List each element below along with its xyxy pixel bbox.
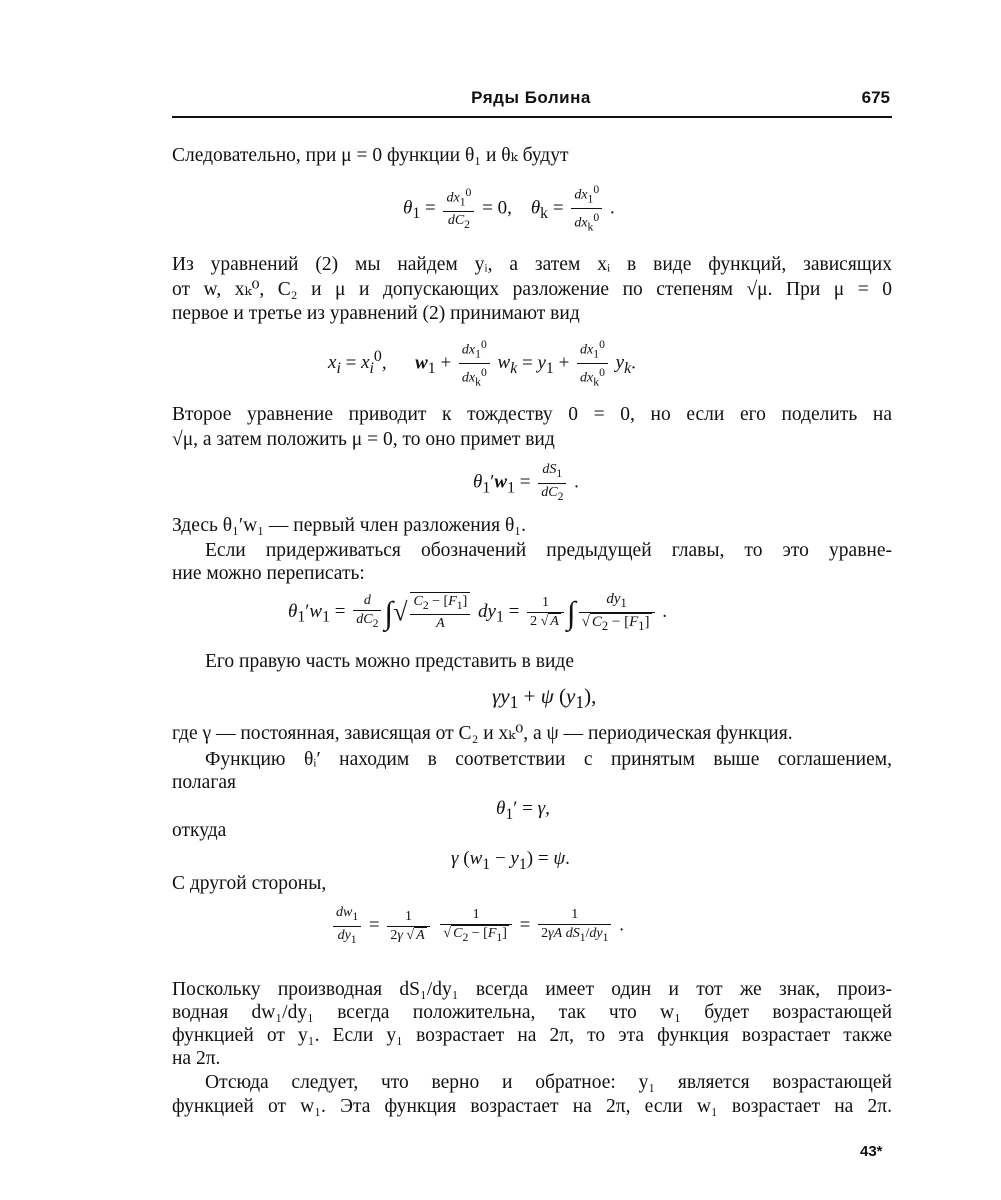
- text-line-1: Следовательно, при μ = 0 функции θ₁ и θₖ будут: [172, 145, 569, 166]
- text-line-20: Отсюда следует, что верно и обратное: y₁ является возрастающей: [205, 1072, 892, 1093]
- text-line-7: Здесь θ₁′w₁ — первый член разложения θ₁.: [172, 515, 526, 536]
- text-line-15: С другой стороны,: [172, 873, 327, 894]
- equation-6: $\theta_1' = \gamma$,: [496, 798, 550, 823]
- text-line-2: Из уравнений (2) мы найдем yᵢ, а затем xᵢ в виде функций, зависящих: [172, 254, 892, 275]
- text-line-19: на 2π.: [172, 1048, 221, 1069]
- text-line-13: полагая: [172, 772, 236, 793]
- signature-mark: 43*: [860, 1143, 883, 1160]
- text-line-10: Его правую часть можно представить в виде: [205, 651, 574, 672]
- text-line-9: ние можно переписать:: [172, 563, 365, 584]
- text-line-11: где γ — постоянная, зависящая от C₂ и xₖ⁰, а ψ — периодическая функция.: [172, 723, 793, 744]
- text-line-12: Функцию θᵢ′ находим в соответствии с принятым выше соглашением,: [205, 749, 892, 770]
- text-line-5: Второе уравнение приводит к тождеству 0 = 0, но если его поделить на: [172, 404, 892, 425]
- text-line-21: функцией от w₁. Эта функция возрастает на 2π, если w₁ возрастает на 2π.: [172, 1096, 892, 1117]
- text-line-3: от w, xₖ⁰, C₂ и μ и допускающих разложение по степеням √μ. При μ = 0: [172, 279, 892, 300]
- equation-7: γ $(w_1 - y_1) = \psi$.: [451, 848, 570, 873]
- equation-8: $\frac{dw_1}{dy_1}$ = $\frac{1}{2\gamma √ A}$ $\frac{1}{√ C_2 - [F_1]}$ = $\frac{1}{2\gamma A dS_1/dy_1}$ .: [330, 904, 624, 949]
- equation-5: $\gamma y_1 + \psi$ $(y_1)$,: [492, 684, 597, 713]
- text-line-17: водная dw₁/dy₁ всегда положительна, так что w₁ будет возрастающей: [172, 1002, 892, 1023]
- equation-2: $x_i = x_i^0$, $w_1$ + $dx_1^0$ $dx_k^0$ $w_k = y_1$ + $dx_1^0$ $dx_k^0$ $y_k$.: [328, 338, 636, 389]
- text-line-18: функцией от y₁. Если y₁ возрастает на 2π, то эта функция возрастает также: [172, 1025, 892, 1046]
- text-line-6: √μ, а затем положить μ = 0, то оно примет вид: [172, 429, 555, 450]
- header-rule: [172, 116, 892, 118]
- page-number: 675: [861, 88, 890, 107]
- running-header: [172, 88, 890, 114]
- text-line-4: первое и третье из уравнений (2) принимают вид: [172, 303, 580, 324]
- header-title: Ряды Болина: [471, 88, 591, 107]
- text-line-8: Если придерживаться обозначений предыдущей главы, то это уравне-: [205, 540, 892, 561]
- equation-1: $\theta_1$ = $\frac{dx_1^0}{dC_2}$ = 0, $\theta_k$ = $dx_1^0$ $dx_k^0$ .: [403, 183, 615, 234]
- equation-4: $\theta_1'w_1$ = $\frac{d}{dC_2}$ ∫√ $\frac{C_2 - [F_1]}{A}$ $dy_1$ = $\frac{1}{2 √ A}$ ∫ $\frac{dy_1}{√ C_2 - [F_1]}$ .: [288, 591, 667, 633]
- text-line-16: Поскольку производная dS₁/dy₁ всегда имеет один и тот же знак, произ-: [172, 979, 892, 1000]
- equation-3: $\theta_1'w_1$ = $\frac{dS_1}{dC_2}$ .: [473, 462, 579, 503]
- text-line-14: откуда: [172, 820, 227, 841]
